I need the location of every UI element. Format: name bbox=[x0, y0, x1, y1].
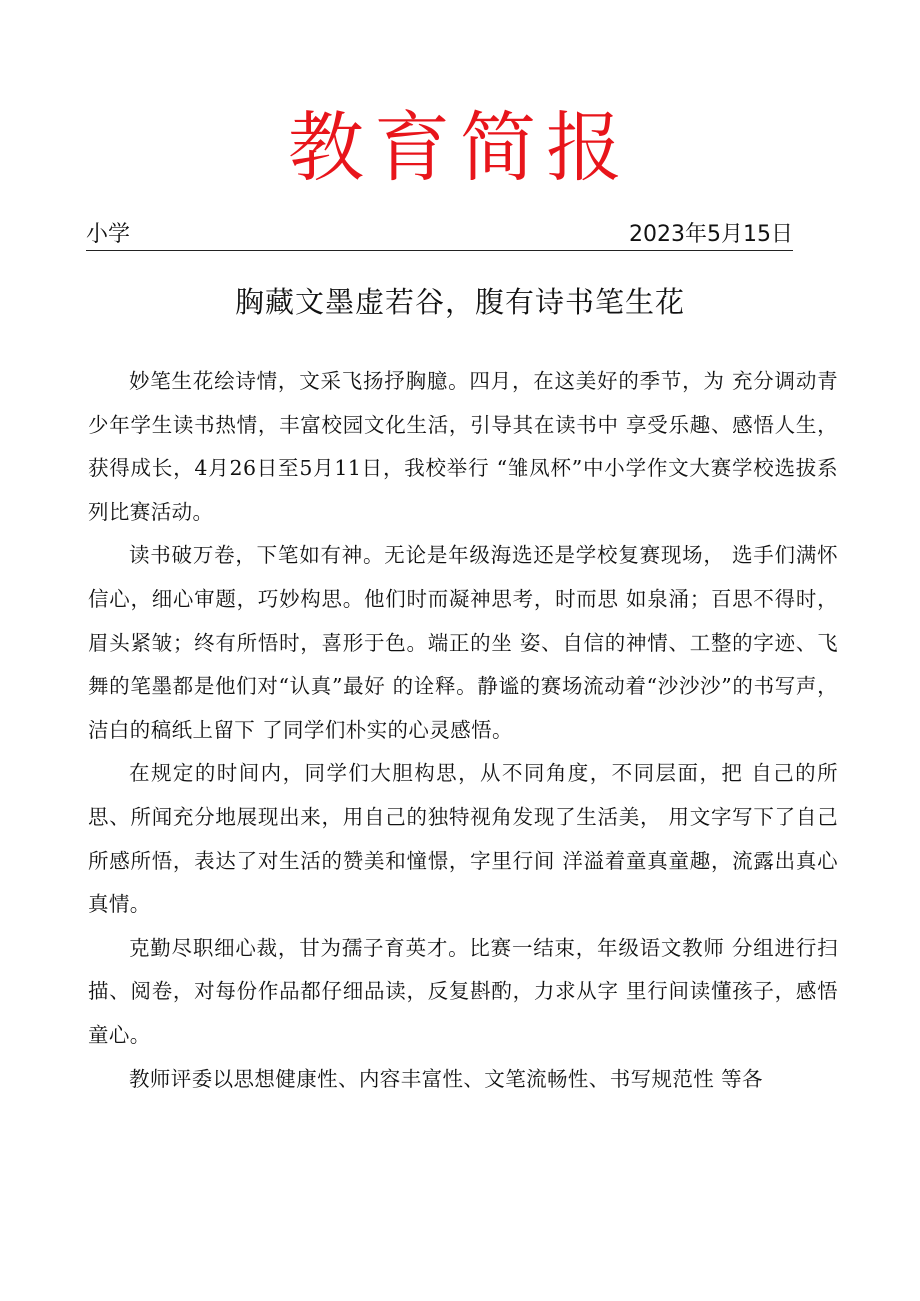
article-headline: 胸藏文墨虚若谷，腹有诗书笔生花 bbox=[234, 285, 685, 319]
school-name: 小学 bbox=[86, 222, 131, 247]
paragraph: 读书破万卷，下笔如有神。无论是年级海选还是学校复赛现场， 选手们满怀信心，细心审题，巧妙构思。他们时而凝神思考，时而思 如泉涌；百思不得时，眉头紧皱；终有所悟时，喜形于色。端正的坐 姿、自信的神情、工整的字迹、飞舞的笔墨都是他们对“认真”最好 的诠释。静谧的赛场流动着“沙沙沙”的书写声，洁白的稿纸上留下 了同学们朴实的心灵感悟。 bbox=[88, 543, 838, 742]
paragraph: 妙笔生花绘诗情，文采飞扬抒胸臆。四月，在这美好的季节，为 充分调动青少年学生读书热情，丰富校园文化生活，引导其在读书中 享受乐趣、感悟人生，获得成长，4月26日至5月11日，我校举行 “雏凤杯”中小学作文大赛学校选拔系列比赛活动。 bbox=[88, 369, 838, 524]
paragraph: 在规定的时间内，同学们大胆构思，从不同角度，不同层面，把 自己的所思、所闻充分地展现出来，用自己的独特视角发现了生活美， 用文字写下了自己所感所悟，表达了对生活的赞美和憧憬，字里行间 洋溢着童真童趣，流露出真心真情。 bbox=[88, 761, 838, 917]
paragraph: 教师评委以思想健康性、内容丰富性、文笔流畅性、书写规范性 等各 bbox=[129, 1066, 763, 1091]
issue-date: 2023年5月15日 bbox=[629, 222, 793, 247]
paragraph: 克勤尽职细心裁，甘为孺子育英才。比赛一结束，年级语文教师 分组进行扫描、阅卷，对每份作品都仔细品读，反复斟酌，力求从字 里行间读懂孩子，感悟童心。 bbox=[88, 935, 838, 1047]
article-body bbox=[88, 360, 838, 1101]
issue-info-line bbox=[86, 220, 793, 251]
masthead-title: 教育简报 bbox=[288, 103, 632, 192]
